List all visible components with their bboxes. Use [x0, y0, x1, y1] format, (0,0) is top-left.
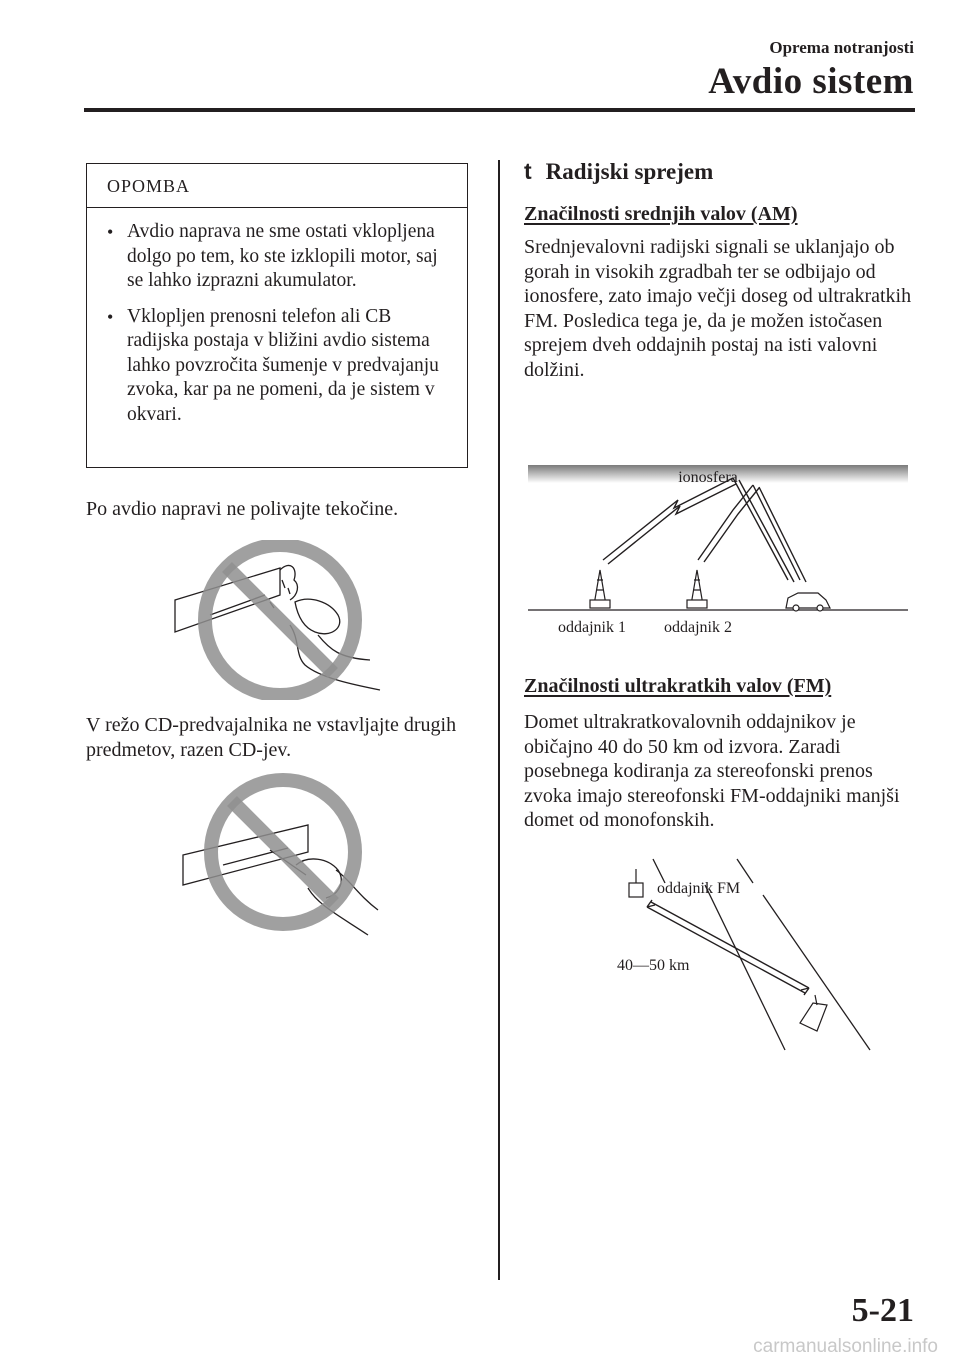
ionosphere-label: ionosfera	[678, 469, 738, 486]
running-header-section: Oprema notranjosti	[769, 38, 914, 57]
transmitter-tower-2	[687, 570, 707, 608]
footer-watermark: carmanualsonline.info	[753, 1336, 938, 1357]
note-item: • Avdio naprava ne sme ostati vklopljena dolgo po tem, ko ste izklopili motor, saj se lahko izprazni akumulator.	[107, 220, 453, 294]
am-heading: Značilnosti srednjih valov (AM)	[524, 203, 798, 225]
fm-transmitter-label: oddajnik FM	[657, 880, 741, 897]
fm-car-icon	[800, 995, 827, 1031]
am-propagation-diagram	[528, 460, 913, 640]
page-title: Avdio sistem	[708, 61, 914, 102]
fm-range-diagram	[605, 855, 885, 1055]
transmitter-1-label: oddajnik 1	[558, 619, 626, 636]
note-box	[86, 163, 468, 468]
fm-heading: Značilnosti ultrakratkih valov (FM)	[524, 675, 832, 697]
fm-text: Domet ultrakratkovalovnih oddajnikov je običajno 40 do 50 km od izvora. Zaradi posebnega kodiranja za stereofonski prenos zvoka imajo stereofonski FM-oddajniki manjši domet od monofonskih.	[524, 711, 900, 831]
section-title	[524, 158, 713, 185]
warning-cd-text: V režo CD-predvajalnika ne vstavljajte drugih predmetov, razen CD-jev.	[86, 714, 457, 761]
note-list	[87, 208, 467, 427]
header-rule	[84, 108, 915, 112]
note-item: • Vklopljen prenosni telefon ali CB radijska postaja v bližini avdio sistema lahko povzročita šumenje v predvajanju zvoka, kar pa ne pomeni, da je sistem v okvari.	[107, 305, 453, 428]
no-foreign-objects-illustration	[178, 770, 388, 940]
section-marker: t	[524, 158, 532, 184]
section-title-text: Radijski sprejem	[545, 159, 714, 184]
transmitter-tower-1	[590, 570, 610, 608]
fm-range-label: 40—50 km	[617, 957, 690, 974]
page-number: 5-21	[851, 1292, 914, 1329]
note-heading: OPOMBA	[87, 164, 467, 208]
transmitter-2-label: oddajnik 2	[664, 619, 732, 636]
column-divider	[498, 160, 500, 1280]
no-liquid-illustration	[170, 540, 390, 700]
warning-liquid-text: Po avdio napravi ne polivajte tekočine.	[86, 498, 399, 520]
fm-transmitter-icon	[629, 869, 643, 897]
am-text: Srednjevalovni radijski signali se uklanjajo ob gorah in visokih zgradbah ter se odbijajo od ionosfere, zato imajo večji doseg od ultrakratkih FM. Posledica tega je, da je možen istočasen sprejem dveh oddajnih postaj na isti valovni dolžini.	[524, 236, 912, 381]
car-icon	[786, 593, 830, 611]
